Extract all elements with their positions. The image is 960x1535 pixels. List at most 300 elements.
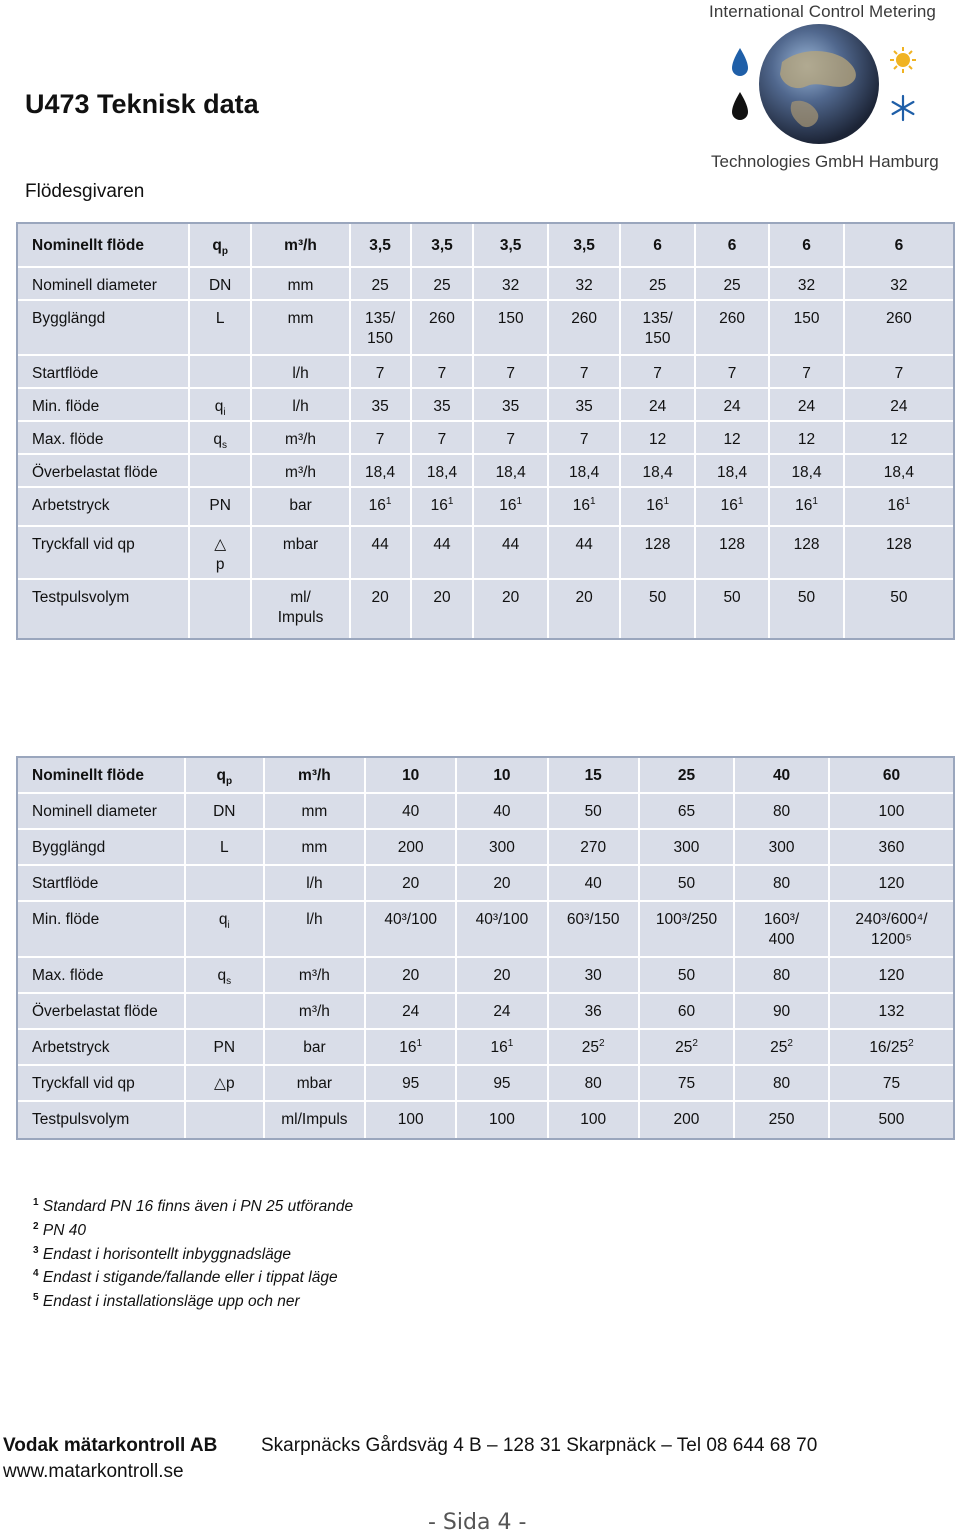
value-cell	[640, 794, 735, 830]
cell-value: 300	[768, 839, 795, 856]
delta-icon: △	[214, 536, 227, 553]
footer-address: Skarpnäcks Gårdsväg 4 B – 128 31 Skarpnäck – Tel 08 644 68 70	[261, 1435, 818, 1456]
symbol-subscript: i	[227, 920, 230, 932]
cell-value: 132	[878, 1003, 905, 1020]
cell-value: 18,4	[716, 464, 748, 481]
value-cell	[549, 1066, 640, 1102]
symbol-text: q	[217, 967, 227, 984]
row-label: Bygglängd	[18, 830, 186, 866]
row-symbol	[186, 902, 265, 958]
row-label: Nominell diameter	[18, 268, 190, 301]
cell-value: 20	[493, 875, 511, 892]
row-label: Arbetstryck	[18, 1030, 186, 1066]
table-row	[18, 527, 953, 580]
page-number: - Sida 4 -	[428, 1510, 527, 1535]
value-cell	[830, 994, 953, 1030]
cell-value: 20	[371, 589, 389, 606]
value-cell	[549, 356, 622, 389]
footnote-item	[33, 1193, 353, 1217]
cell-value: 260	[571, 310, 598, 327]
table-row	[18, 356, 953, 389]
cell-value: 18,4	[364, 464, 396, 481]
value-cell	[696, 527, 770, 580]
cell-value: 40	[402, 803, 420, 820]
cell-value: 95	[493, 1075, 511, 1092]
cell-value: 16	[499, 497, 517, 514]
cell-value: 50	[648, 589, 667, 606]
value-cell	[735, 902, 830, 958]
value-cell	[351, 389, 412, 422]
footnotes	[33, 1193, 353, 1312]
cell-value: 32	[890, 277, 908, 294]
cell-value: 7	[437, 365, 447, 382]
cell-value: 35	[575, 398, 593, 415]
cell-value: 7	[506, 431, 515, 448]
symbol-text: q	[216, 767, 226, 784]
value-cell	[621, 527, 695, 580]
value-cell	[830, 758, 953, 794]
value-cell	[412, 356, 475, 389]
footnote-number: 4	[33, 1268, 39, 1280]
value-cell	[830, 794, 953, 830]
value-cell	[735, 830, 830, 866]
value-cell	[845, 301, 953, 356]
value-cell	[366, 758, 457, 794]
row-label: Bygglängd	[18, 301, 190, 356]
cell-value: 16	[368, 497, 386, 514]
value-cell	[549, 866, 640, 902]
cell-value: 128	[885, 536, 912, 553]
cell-value: 6	[727, 237, 737, 254]
row-symbol	[190, 389, 253, 422]
value-cell	[366, 1066, 457, 1102]
value-cell	[549, 422, 622, 455]
row-symbol	[186, 958, 265, 994]
symbol-text: p	[225, 1075, 235, 1092]
value-cell	[412, 389, 475, 422]
value-cell	[640, 1030, 735, 1066]
cell-value: 35	[371, 398, 389, 415]
cell-value: 260	[719, 310, 745, 327]
symbol-subscript: s	[221, 440, 227, 452]
symbol-text: q	[213, 431, 222, 448]
value-cell	[412, 455, 475, 488]
footnote-number: 1	[33, 1197, 39, 1208]
oil-drop-icon	[732, 92, 748, 120]
cell-value: 18,4	[495, 464, 526, 481]
footnote-number: 5	[33, 1292, 39, 1303]
cell-value: 200	[397, 839, 424, 856]
value-cell	[845, 389, 953, 422]
value-cell	[474, 268, 548, 301]
row-symbol	[190, 455, 253, 488]
footnote-ref: 2	[599, 1037, 605, 1049]
symbol-text: DN	[208, 277, 232, 294]
cell-value: 25	[675, 1039, 693, 1056]
cell-value: 120	[878, 875, 905, 892]
cell-value: 25	[648, 277, 667, 294]
cell-value: 260	[885, 310, 912, 327]
cell-value: 7	[506, 365, 515, 382]
footnote-ref: 2	[908, 1037, 914, 1049]
row-unit: m³/h	[265, 758, 366, 794]
value-cell	[366, 902, 457, 958]
value-cell	[549, 527, 622, 580]
value-cell	[696, 422, 770, 455]
value-cell	[412, 422, 475, 455]
cell-value: 15	[584, 767, 602, 784]
cell-value: 40	[493, 803, 511, 820]
row-symbol	[190, 301, 253, 356]
row-symbol	[186, 866, 265, 902]
cell-value: 35	[502, 398, 520, 415]
footnote-ref: 1	[663, 495, 670, 507]
value-cell	[696, 455, 770, 488]
value-cell	[366, 1030, 457, 1066]
value-cell	[457, 866, 548, 902]
value-cell	[845, 224, 953, 268]
row-unit: mm	[252, 268, 350, 301]
cell-value: 80	[772, 803, 791, 820]
value-cell	[845, 527, 953, 580]
cell-value: 75	[677, 1075, 696, 1092]
value-cell	[830, 1102, 953, 1138]
cell-value: 60	[882, 767, 901, 784]
cell-value: 16/25	[869, 1039, 909, 1056]
cell-value: 18,4	[426, 464, 458, 481]
delta-icon: △	[214, 1075, 226, 1092]
value-cell	[696, 301, 770, 356]
cell-value: 128	[719, 536, 745, 553]
cell-value: 260	[429, 310, 455, 327]
table-row	[18, 422, 953, 455]
table-row	[18, 1030, 953, 1066]
cell-value: 12	[797, 431, 816, 448]
cell-value: 16	[887, 497, 905, 514]
cell-value: 7	[894, 365, 904, 382]
value-cell	[640, 830, 735, 866]
cell-value: 20	[402, 875, 420, 892]
cell-value: 3,5	[573, 237, 595, 254]
cell-value: 128	[793, 536, 820, 553]
symbol-text: PN	[213, 1039, 236, 1056]
table-row	[18, 866, 953, 902]
value-cell	[549, 794, 640, 830]
spec-table-large	[16, 756, 955, 1140]
cell-value: 16	[795, 497, 813, 514]
cell-value: 360	[878, 839, 905, 856]
table-row	[18, 455, 953, 488]
value-cell	[412, 224, 475, 268]
cell-value: 75	[882, 1075, 901, 1092]
row-symbol	[186, 1066, 265, 1102]
cell-value: 10	[402, 767, 420, 784]
cell-value: 44	[502, 536, 520, 553]
cell-value: 7	[727, 365, 737, 382]
cell-value: 24	[797, 398, 816, 415]
value-cell	[549, 301, 622, 356]
cell-value: 100	[397, 1111, 424, 1128]
table-row	[18, 830, 953, 866]
table-row	[18, 958, 953, 994]
cell-value: 128	[644, 536, 671, 553]
value-cell	[770, 356, 844, 389]
footnote-item	[33, 1264, 353, 1288]
footnote-number: 3	[33, 1244, 39, 1256]
footnote-item	[33, 1217, 353, 1241]
row-symbol	[190, 527, 253, 580]
footnote-ref: 2	[787, 1037, 793, 1049]
value-cell	[735, 1066, 830, 1102]
table-row	[18, 994, 953, 1030]
row-label: Startflöde	[18, 356, 190, 389]
footnote-ref: 1	[416, 1037, 423, 1049]
value-cell	[474, 389, 548, 422]
value-cell	[845, 580, 953, 638]
value-cell	[412, 301, 475, 356]
symbol-text: L	[215, 310, 225, 327]
value-cell	[621, 422, 695, 455]
value-cell	[366, 866, 457, 902]
symbol-text: DN	[213, 803, 236, 820]
footnote-ref: 1	[385, 495, 392, 507]
row-label: Max. flöde	[18, 422, 190, 455]
cell-value: 7	[375, 365, 385, 382]
footnote-text: PN 40	[42, 1221, 86, 1239]
symbol-text: q	[212, 237, 222, 254]
symbol-text: q	[214, 398, 224, 415]
cell-value: 50	[584, 803, 602, 820]
cell-value: 32	[575, 277, 593, 294]
footnote-ref: 2	[692, 1037, 698, 1049]
page-title: U473 Teknisk data	[25, 89, 259, 119]
table-row	[18, 1102, 953, 1138]
row-unit: m³/h	[265, 994, 366, 1030]
cell-value: 44	[433, 536, 451, 553]
value-cell	[549, 268, 622, 301]
value-cell	[549, 455, 622, 488]
cell-value: 32	[797, 277, 816, 294]
row-unit: mm	[252, 301, 350, 356]
value-cell	[735, 866, 830, 902]
value-cell	[549, 580, 622, 638]
value-cell	[474, 455, 548, 488]
cell-value: 80	[584, 1075, 602, 1092]
row-label: Min. flöde	[18, 902, 186, 958]
cell-value: 80	[772, 967, 791, 984]
cell-value: 7	[653, 365, 662, 382]
value-cell	[770, 224, 844, 268]
cell-value: 100	[878, 803, 905, 820]
cell-value: 3,5	[431, 237, 453, 254]
symbol-text: q	[218, 911, 228, 928]
cell-value: 24	[648, 398, 667, 415]
row-label: Testpulsvolym	[18, 580, 190, 638]
value-cell	[474, 488, 548, 527]
cell-value: 25	[371, 277, 389, 294]
row-symbol	[186, 1030, 265, 1066]
cell-value: 65	[677, 803, 696, 820]
footnote-text: Standard PN 16 finns även i PN 25 utförande	[42, 1198, 354, 1216]
value-cell	[845, 268, 953, 301]
value-cell	[640, 958, 735, 994]
table-row	[18, 1066, 953, 1102]
row-unit: ml/Impuls	[265, 1102, 366, 1138]
row-label: Startflöde	[18, 866, 186, 902]
row-label: Nominellt flöde	[18, 758, 186, 794]
cell-value: 12	[723, 431, 741, 448]
value-cell	[696, 268, 770, 301]
cell-value: 25	[433, 277, 451, 294]
table-row	[18, 580, 953, 638]
footnote-text: Endast i stigande/fallande eller i tippat läge	[42, 1269, 338, 1287]
value-cell	[845, 422, 953, 455]
value-cell	[640, 1102, 735, 1138]
value-cell	[770, 580, 844, 638]
symbol-text: p	[215, 556, 225, 573]
row-unit: l/h	[252, 356, 350, 389]
value-cell	[696, 389, 770, 422]
cell-value: 7	[802, 365, 811, 382]
row-unit: mm	[265, 794, 366, 830]
value-cell	[696, 580, 770, 638]
cell-value: 120	[878, 967, 905, 984]
value-cell	[640, 758, 735, 794]
cell-value: 32	[502, 277, 520, 294]
value-cell	[474, 301, 548, 356]
value-cell	[640, 994, 735, 1030]
row-symbol	[190, 356, 253, 389]
cell-value: 7	[579, 431, 589, 448]
cell-value: 20	[402, 967, 420, 984]
cell-value: 200	[673, 1111, 700, 1128]
value-cell	[549, 1030, 640, 1066]
cell-value: 7	[579, 365, 589, 382]
value-cell	[770, 527, 844, 580]
cell-value: 44	[371, 536, 389, 553]
cell-value: 25	[723, 277, 741, 294]
cell-value: 40³/100	[475, 911, 529, 928]
cell-value: 20	[433, 589, 451, 606]
logo-bottom-text: Technologies GmbH Hamburg	[711, 152, 939, 171]
footnote-ref: 1	[812, 495, 818, 507]
cell-value: 16	[490, 1039, 508, 1056]
section-subtitle: Flödesgivaren	[25, 181, 145, 202]
cell-value: 100³/250	[655, 911, 718, 928]
cell-value: 20	[575, 589, 593, 606]
value-cell	[351, 527, 412, 580]
row-label: Tryckfall vid qp	[18, 1066, 186, 1102]
value-cell	[770, 301, 844, 356]
value-cell	[770, 268, 844, 301]
cell-value: 160³/ 400	[763, 911, 800, 948]
value-cell	[621, 488, 695, 527]
value-cell	[621, 356, 695, 389]
value-cell	[696, 488, 770, 527]
value-cell	[366, 958, 457, 994]
value-cell	[735, 1102, 830, 1138]
value-cell	[457, 830, 548, 866]
value-cell	[351, 422, 412, 455]
cell-value: 24	[493, 1003, 511, 1020]
value-cell	[845, 455, 953, 488]
footer-website[interactable]: www.matarkontroll.se	[3, 1461, 184, 1482]
row-label: Max. flöde	[18, 958, 186, 994]
cell-value: 60³/150	[566, 911, 620, 928]
cell-value: 10	[493, 767, 511, 784]
cell-value: 24	[890, 398, 908, 415]
cell-value: 35	[433, 398, 451, 415]
cell-value: 80	[772, 1075, 791, 1092]
value-cell	[474, 527, 548, 580]
value-cell	[457, 1102, 548, 1138]
value-cell	[845, 356, 953, 389]
cell-value: 18,4	[883, 464, 914, 481]
value-cell	[412, 580, 475, 638]
value-cell	[770, 389, 844, 422]
table-row	[18, 268, 953, 301]
cell-value: 50	[677, 967, 696, 984]
value-cell	[735, 794, 830, 830]
row-symbol	[190, 224, 253, 268]
table-row	[18, 301, 953, 356]
value-cell	[640, 1066, 735, 1102]
cell-value: 135/ 150	[642, 310, 673, 347]
value-cell	[457, 1030, 548, 1066]
row-unit: mbar	[265, 1066, 366, 1102]
cell-value: 50	[677, 875, 696, 892]
value-cell	[366, 1102, 457, 1138]
value-cell	[412, 268, 475, 301]
value-cell	[621, 455, 695, 488]
cell-value: 6	[802, 237, 811, 254]
row-unit: l/h	[265, 866, 366, 902]
value-cell	[351, 580, 412, 638]
value-cell	[770, 488, 844, 527]
footnote-text: Endast i horisontellt inbyggnadsläge	[42, 1245, 292, 1263]
value-cell	[474, 580, 548, 638]
cell-value: 100	[489, 1111, 515, 1128]
value-cell	[621, 224, 695, 268]
value-cell	[830, 866, 953, 902]
row-unit: ml/ Impuls	[252, 580, 350, 638]
footnote-item	[33, 1288, 353, 1312]
cell-value: 18,4	[791, 464, 822, 481]
row-label: Överbelastat flöde	[18, 455, 190, 488]
cell-value: 300	[673, 839, 700, 856]
value-cell	[621, 268, 695, 301]
value-cell	[735, 1030, 830, 1066]
value-cell	[366, 794, 457, 830]
cell-value: 100	[580, 1111, 607, 1128]
cell-value: 95	[402, 1075, 420, 1092]
value-cell	[457, 902, 548, 958]
symbol-subscript: s	[226, 976, 232, 988]
row-unit: m³/h	[252, 455, 350, 488]
cell-value: 60	[677, 1003, 696, 1020]
value-cell	[351, 356, 412, 389]
cell-value: 50	[723, 589, 741, 606]
value-cell	[351, 268, 412, 301]
value-cell	[830, 830, 953, 866]
cell-value: 40	[772, 767, 791, 784]
footnote-ref: 1	[507, 1037, 514, 1049]
row-label: Testpulsvolym	[18, 1102, 186, 1138]
value-cell	[474, 224, 548, 268]
row-unit: bar	[265, 1030, 366, 1066]
footnote-ref: 1	[447, 495, 454, 507]
cell-value: 150	[793, 310, 820, 327]
